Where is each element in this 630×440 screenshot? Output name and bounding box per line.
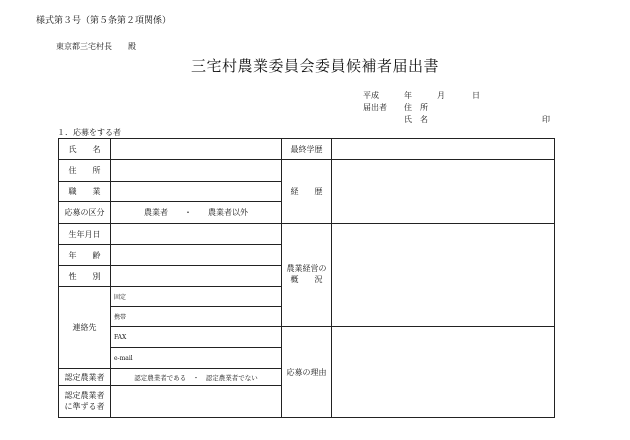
age-field[interactable] (111, 245, 282, 266)
gender-field[interactable] (111, 266, 282, 287)
contact-mobile[interactable]: 携帯 (111, 307, 282, 327)
certified-farmer-label: 認定農業者 (59, 369, 111, 386)
contact-landline[interactable]: 固定 (111, 287, 282, 307)
day-unit: 日 (472, 91, 480, 100)
age-label: 年 齢 (59, 245, 111, 266)
application-form-table (58, 138, 555, 418)
contact-fax[interactable]: FAX (111, 327, 282, 348)
certified-farmer-options[interactable]: 認定農業者である ・ 認定農業者でない (111, 369, 282, 386)
occupation-label: 職 業 (59, 182, 111, 202)
document-title: 三宅村農業委員会委員候補者届出書 (190, 57, 439, 75)
section-heading: １．応募をする者 (57, 128, 121, 137)
farm-status-label: 農業経営の概 況 (282, 224, 332, 327)
birthdate-field[interactable] (111, 224, 282, 245)
contact-email[interactable]: e-mail (111, 348, 282, 369)
career-field[interactable] (332, 160, 555, 224)
contact-label: 連絡先 (59, 287, 111, 369)
month-unit: 月 (437, 91, 445, 100)
reason-label: 応募の理由 (282, 327, 332, 418)
name-label: 氏 名 (59, 139, 111, 160)
address-label: 住 所 (59, 160, 111, 182)
submitter-address-label: 住 所 (404, 103, 428, 112)
year-unit: 年 (404, 91, 412, 100)
category-options[interactable]: 農業者 ・ 農業者以外 (111, 202, 282, 224)
gender-label: 性 別 (59, 266, 111, 287)
occupation-field[interactable] (111, 182, 282, 202)
submitter-label: 届出者 (363, 103, 387, 112)
education-field[interactable] (332, 139, 555, 160)
career-label: 経 歴 (282, 160, 332, 224)
addressee: 東京都三宅村長 殿 (56, 42, 136, 51)
birthdate-label: 生年月日 (59, 224, 111, 245)
quasi-certified-field[interactable] (111, 386, 282, 418)
education-label: 最終学歴 (282, 139, 332, 160)
farm-status-field[interactable] (332, 224, 555, 327)
seal-mark: 印 (542, 115, 550, 124)
address-field[interactable] (111, 160, 282, 182)
name-field[interactable] (111, 139, 282, 160)
era-label: 平成 (363, 91, 379, 100)
submitter-name-label: 氏 名 (404, 115, 428, 124)
form-number: 様式第３号（第５条第２項関係） (36, 16, 172, 26)
reason-field[interactable] (332, 327, 555, 418)
quasi-certified-label: 認定農業者に準ずる者 (59, 386, 111, 418)
category-label: 応募の区分 (59, 202, 111, 224)
